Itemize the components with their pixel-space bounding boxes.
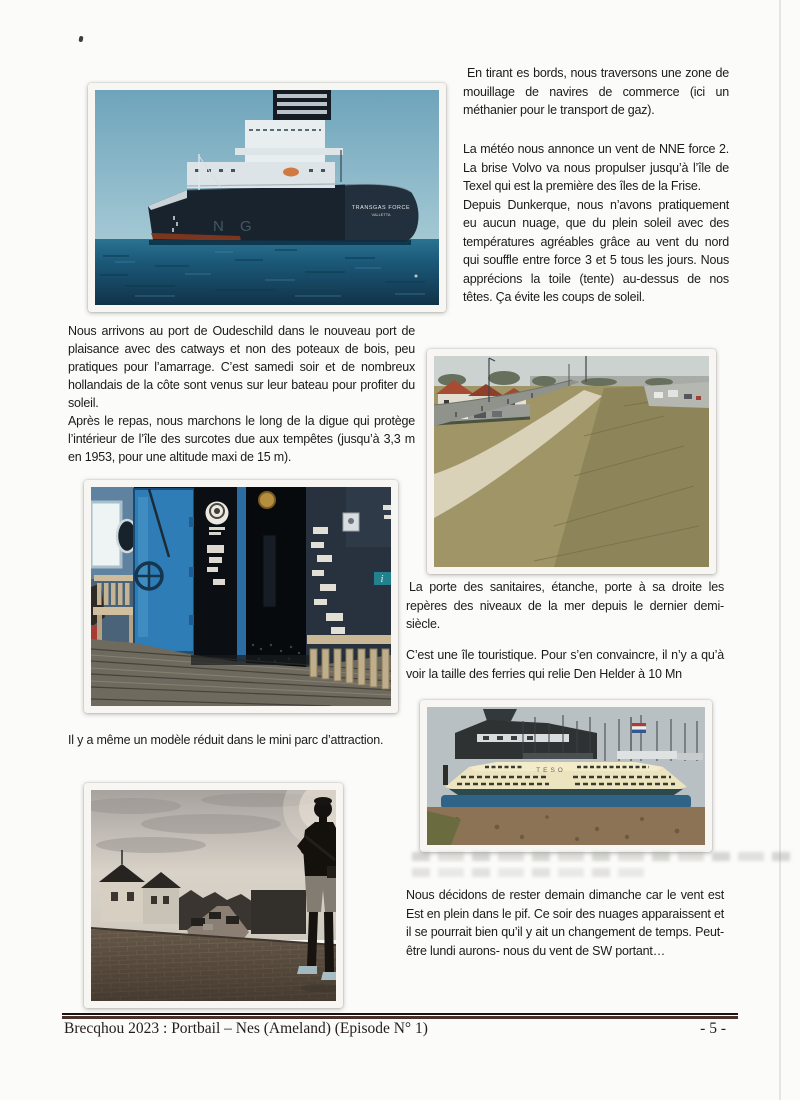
paragraph-porte-sanitaires	[406, 578, 724, 634]
ink-speck	[78, 36, 83, 43]
door-image	[91, 487, 391, 706]
paragraph-oudeschild	[68, 322, 415, 466]
dirt-ground	[427, 807, 705, 845]
hull-letters: N G	[213, 218, 258, 235]
photo-lng-tanker	[88, 83, 446, 312]
ship-stern-name: TRANSGAS FORCE	[351, 205, 411, 211]
paragraph-zone-mouillage	[463, 64, 729, 120]
blue-jamb	[237, 487, 246, 665]
footer-rule	[62, 1013, 738, 1019]
sea	[95, 239, 439, 305]
info-sign-letter: i	[380, 574, 384, 585]
photo-watertight-door	[84, 480, 398, 713]
paragraph-meteo	[463, 140, 729, 307]
info-sign	[374, 572, 391, 585]
footer-title: Brecqhou 2023 : Portbail – Nes (Ameland) (Episode N° 1)	[64, 1020, 428, 1037]
sneaker-right	[321, 972, 336, 980]
brass-porthole	[259, 492, 275, 508]
blue-door-panel	[134, 489, 195, 658]
ferry-model	[445, 762, 687, 797]
paragraph-rester-dimanche	[406, 886, 724, 960]
lifeboat	[283, 168, 299, 177]
paragraph-text: La météo nous annonce un vent de NNE force 2. La brise Volvo va nous propulser jusqu’à l’île de Texel qui est la première des îles de la Frise.	[463, 142, 729, 193]
interior-recess	[263, 535, 276, 607]
paragraph-text: En tirant es bords, nous traversons une zone de mouillage de navires de commerce (ici un méthanier pour le transport de gaz).	[463, 66, 729, 117]
footer	[64, 1020, 726, 1038]
cap	[314, 797, 332, 805]
paragraph-text: Nous décidons de rester demain dimanche car le vent est Est en plein dans le pif. Ce soir des nuages apparaissent et il se pourrait bien qu’il y ait un changement de temps. Peut-être lundi aurons- nous du vent de SW portant…	[406, 888, 724, 958]
ghost-line	[412, 852, 792, 861]
paragraph-text: Nous arrivons au port de Oudeschild dans le nouveau port de plaisance avec des catways et non des poteaux de bois, peu pratiques pour l’amarrage. C’est samedi soir et de nombreux hollandais de la côte sont venus sur leur bateau pour profiter du soleil.	[68, 324, 415, 410]
buoy	[415, 275, 418, 278]
dike-image	[434, 356, 709, 567]
ghost-text-bleedthrough	[412, 852, 792, 884]
paragraph-modele-reduit	[68, 731, 415, 750]
paragraph-text: C’est une île touristique. Pour s’en convaincre, il n’y a qu’à voir la taille des ferries qui relie Den Helder à 10 Mn	[406, 648, 724, 681]
page-number: - 5 -	[700, 1020, 726, 1037]
photo-silhouette	[84, 783, 343, 1008]
paragraph-text: Depuis Dunkerque, nous n’avons pratiquement eu aucun nuage, que du plein soleil avec des températures agréables grâce au vent du nord qui souffle entre force 3 et 5 tous les jours. Nous apprécions la toile (tente) au-dessus de nos têtes. Ça évite les coups de soleil.	[463, 197, 729, 304]
hip-pouch	[327, 866, 336, 878]
blue-base	[441, 795, 691, 809]
bollard	[443, 765, 448, 785]
paragraph-text: La porte des sanitaires, étanche, porte à sa droite les repères des niveaux de la mer depuis le dernier demi-siècle.	[406, 580, 724, 631]
paragraph-ile-touristique	[406, 646, 724, 683]
photo-dike	[427, 349, 716, 574]
silhouette-image	[91, 790, 336, 1001]
paragraph-text: Il y a même un modèle réduit dans le mini parc d’attraction.	[68, 733, 384, 747]
sneaker-left	[297, 966, 317, 974]
ferry-image	[427, 707, 705, 845]
ghost-line	[412, 868, 648, 877]
ship-home-port: VALLETTA	[371, 212, 391, 217]
superstructure	[245, 120, 325, 162]
shorts	[305, 876, 336, 912]
photo-ferry-model	[420, 700, 712, 852]
lng-tanker-image	[95, 90, 439, 305]
ferry-name: TESO	[536, 767, 566, 774]
paragraph-text: Après le repas, nous marchons le long de la digue qui protège l’intérieur de l’île des surcotes due aux tempêtes (jusqu’à 3,3 m en 1953, pour une altitude maxi de 15 m).	[68, 414, 415, 464]
scan-artifact-line	[779, 0, 781, 1100]
